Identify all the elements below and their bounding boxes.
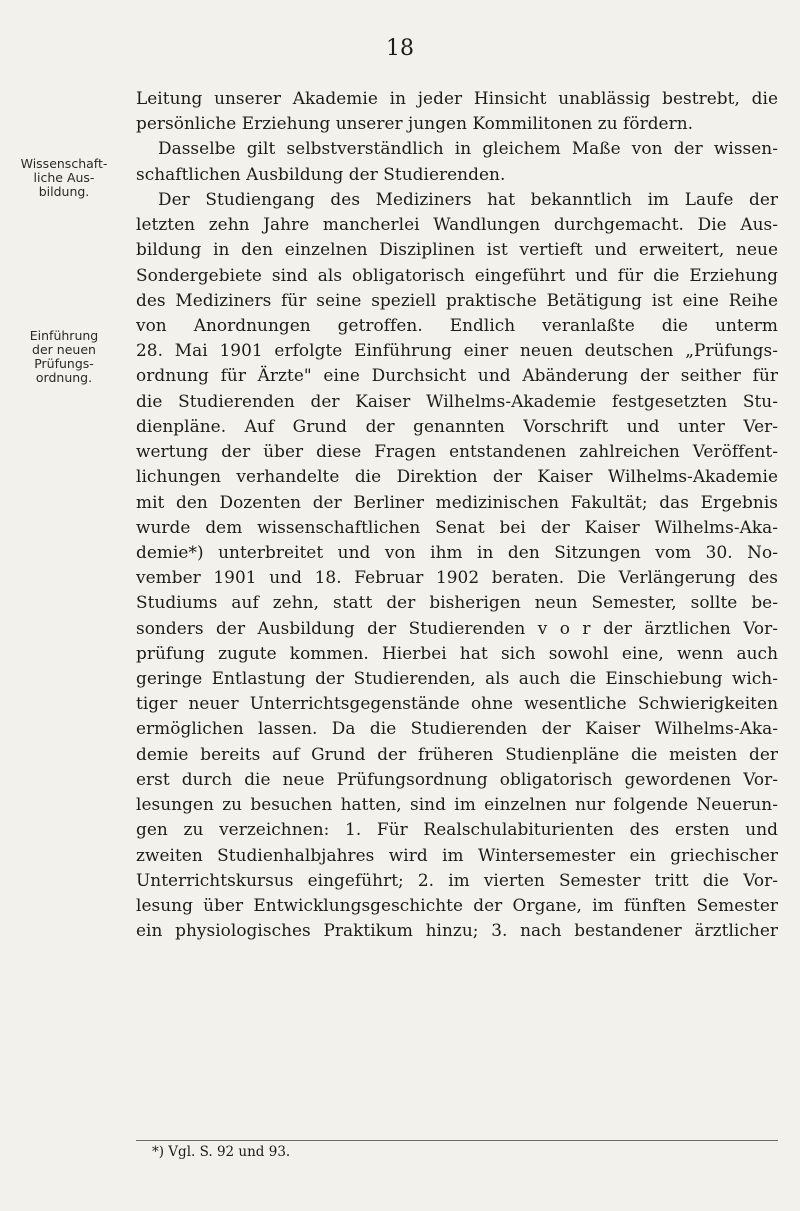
text-line: prüfung zugute kommen. Hierbei hat sich sowohl eine, wenn auch — [136, 642, 778, 663]
text-line: lichungen verhandelte die Direktion der Kaiser Wilhelms-Akademie — [136, 466, 778, 487]
text-line: schaftlichen Ausbildung der Studierenden. — [136, 163, 506, 184]
text-line: lesungen zu besuchen hatten, sind im einzelnen nur folgende Neuerun- — [136, 794, 778, 815]
text-line: demie bereits auf Grund der früheren Studienpläne die meisten der — [136, 743, 778, 764]
text-line: sonders der Ausbildung der Studierenden v o r der ärztlichen Vor- — [136, 617, 778, 638]
text-line: persönliche Erziehung unserer jungen Kommilitonen zu fördern. — [136, 113, 694, 134]
text-line: zweiten Studienhalbjahres wird im Wintersemester ein griechischer — [136, 844, 778, 865]
text-line: tiger neuer Unterrichtsgegenstände ohne wesentliche Schwierigkeiten — [136, 693, 778, 714]
text-line: ordnung für Ärzte" eine Durchsicht und Abänderung der seither für — [136, 365, 778, 386]
text-line: vember 1901 und 18. Februar 1902 beraten. Die Verlängerung des — [136, 567, 778, 588]
text-line: dienpläne. Auf Grund der genannten Vorschrift und unter Ver- — [136, 415, 778, 436]
text-line: ein physiologisches Praktikum hinzu; 3. nach bestandener ärztlicher — [136, 920, 778, 941]
text-line: Sondergebiete sind als obligatorisch eingeführt und für die Erziehung — [136, 264, 778, 285]
margin-note-line: Wissenschaft- — [20, 156, 108, 171]
text-line: letzten zehn Jahre mancherlei Wandlungen durchgemacht. Die Aus- — [136, 214, 778, 235]
text-line: des Mediziners für seine speziell praktische Betätigung ist eine Reihe — [136, 289, 778, 310]
text-line: 28. Mai 1901 erfolgte Einführung einer neuen deutschen „Prüfungs- — [136, 340, 778, 361]
text-line: Unterrichtskursus eingeführt; 2. im vierten Semester tritt die Vor- — [136, 869, 778, 890]
margin-note-line: liche Aus- — [33, 170, 95, 185]
text-line: wertung der über diese Fragen entstandenen zahlreichen Veröffent- — [136, 441, 778, 462]
page-number: 18 — [386, 36, 414, 61]
margin-note-line: Prüfungs- — [34, 356, 94, 371]
text-line: wurde dem wissenschaftlichen Senat bei der Kaiser Wilhelms-Aka- — [136, 516, 778, 537]
text-line: mit den Dozenten der Berliner medizinischen Fakultät; das Ergebnis — [136, 491, 778, 512]
text-line: erst durch die neue Prüfungsordnung obligatorisch gewordenen Vor- — [136, 768, 778, 789]
text-line: von Anordnungen getroffen. Endlich veranlaßte die unterm — [136, 314, 778, 335]
text-line: Leitung unserer Akademie in jeder Hinsicht unablässig bestrebt, die — [136, 88, 778, 108]
text-line: demie*) unterbreitet und von ihm in den Sitzungen vom 30. No- — [136, 541, 778, 562]
text-line: bildung in den einzelnen Disziplinen ist vertieft und erweitert, neue — [136, 239, 778, 260]
margin-note-line: der neuen — [32, 342, 96, 357]
body-text — [136, 86, 778, 943]
text-line: Studiums auf zehn, statt der bisherigen neun Semester, sollte be- — [136, 592, 778, 613]
margin-note-line: bildung. — [38, 184, 90, 199]
text-line: gen zu verzeichnen: 1. Für Realschulabiturienten des ersten und — [136, 819, 778, 840]
footnote-rule — [136, 1140, 778, 1141]
footnote: *) Vgl. S. 92 und 93. — [152, 1144, 291, 1160]
margin-note-line: Einführung — [29, 328, 99, 343]
text-line: ermöglichen lassen. Da die Studierenden der Kaiser Wilhelms-Aka- — [136, 718, 778, 739]
text-line: Dasselbe gilt selbstverständlich in gleichem Maße von der wissen- — [158, 138, 778, 159]
text-line: die Studierenden der Kaiser Wilhelms-Akademie festgesetzten Stu- — [136, 390, 778, 411]
text-line: Der Studiengang des Mediziners hat bekanntlich im Laufe der — [158, 188, 778, 209]
text-line: geringe Entlastung der Studierenden, als auch die Einschiebung wich- — [136, 668, 778, 689]
margin-note-scientific-education — [18, 157, 110, 199]
margin-note-exam-regulations — [18, 329, 110, 385]
text-line: lesung über Entwicklungsgeschichte der Organe, im fünften Semester — [136, 895, 778, 915]
margin-note-line: ordnung. — [35, 370, 93, 385]
